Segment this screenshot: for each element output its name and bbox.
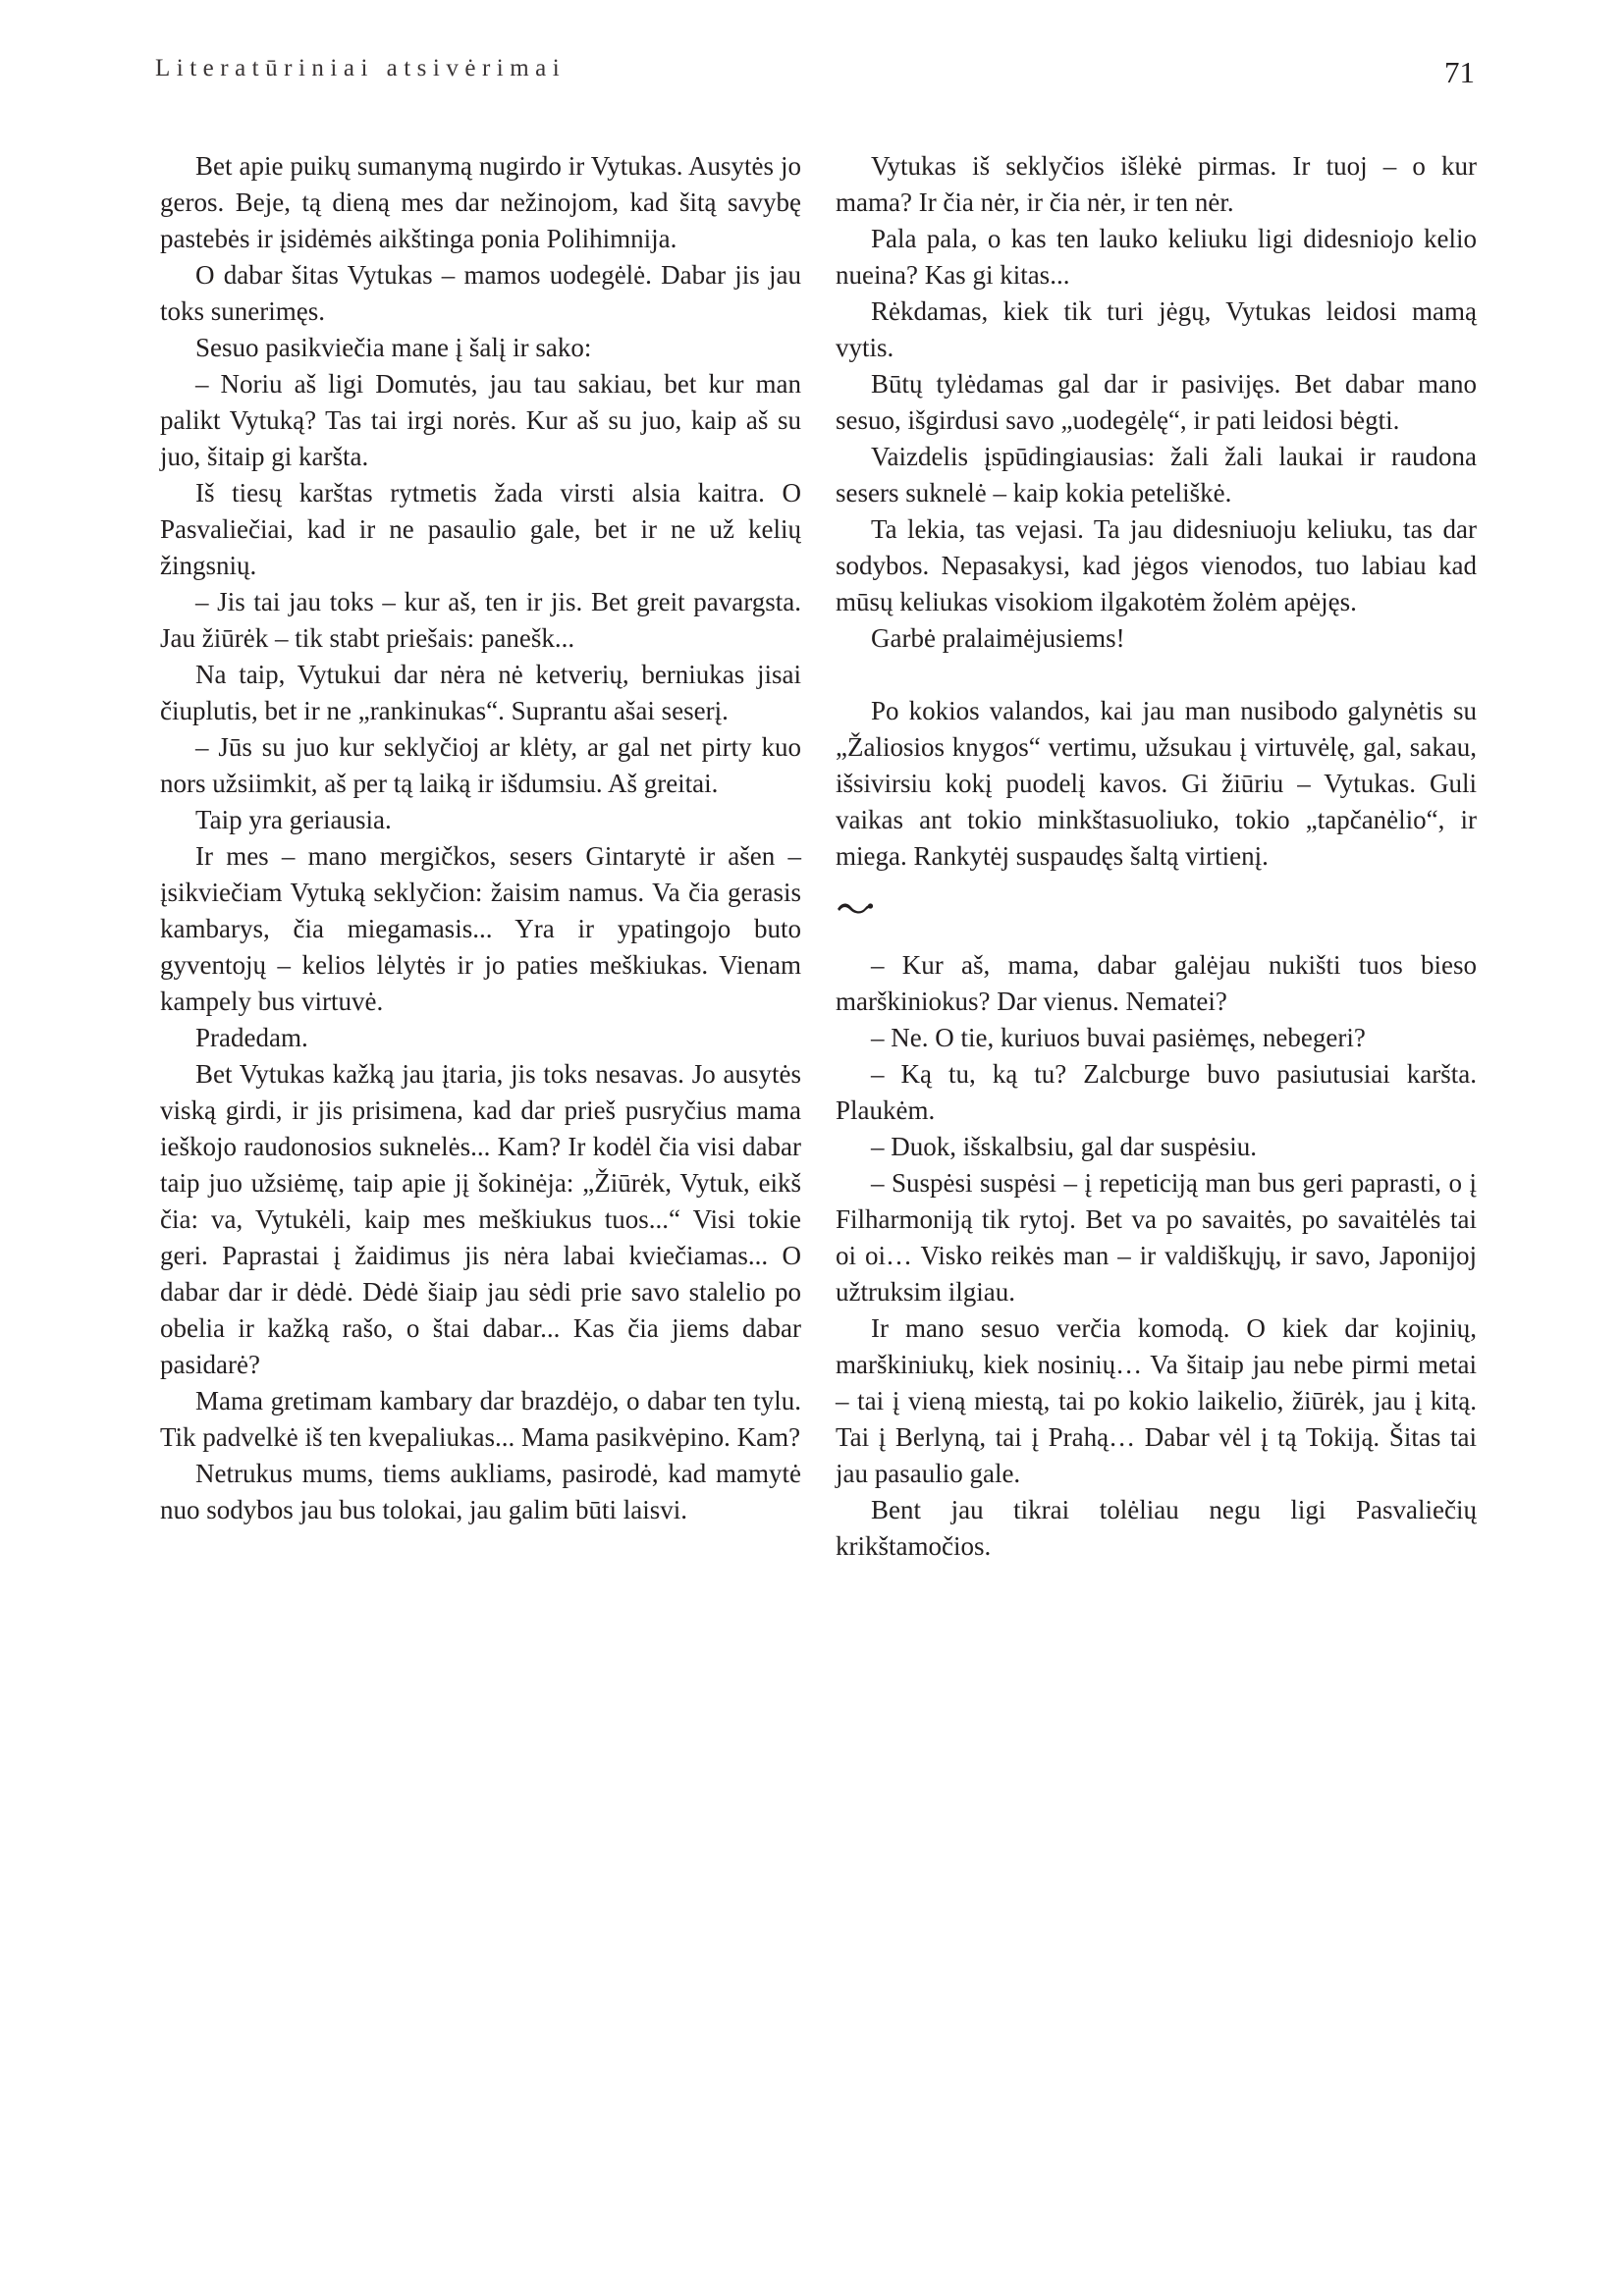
paragraph: Ir mes – mano mergičkos, sesers Gintarytė ir ašen – įsikviečiam Vytuką seklyčion: žaisim namus. Va čia gerasis kambarys, čia miegamasis... Yra ir ypatingojo buto gyventojų – kelios lėlytės ir jo paties meškiukas. Vienam kampely bus virtuvė.	[160, 841, 801, 1016]
paragraph: – Jis tai jau toks – kur aš, ten ir jis. Bet greit pavargsta. Jau žiūrėk – tik stabt priešais: panešk...	[160, 587, 801, 653]
section-break	[836, 875, 1477, 947]
paragraph: – Ką tu, ką tu? Zalcburge buvo pasiutusiai karšta. Plaukėm.	[836, 1059, 1477, 1125]
paragraph: – Duok, išskalbsiu, gal dar suspėsiu.	[871, 1132, 1257, 1161]
paragraph: O dabar šitas Vytukas – mamos uodegėlė. Dabar jis jau toks sunerimęs.	[160, 260, 801, 326]
paragraph: Vaizdelis įspūdingiausias: žali žali laukai ir raudona sesers suknelė – kaip kokia peteliškė.	[836, 442, 1477, 507]
paragraph: Vytukas iš seklyčios išlėkė pirmas. Ir tuoj – o kur mama? Ir čia nėr, ir čia nėr, ir ten nėr.	[836, 151, 1477, 217]
paragraph: Pradedam.	[195, 1023, 308, 1052]
paragraph: Bet apie puikų sumanymą nugirdo ir Vytukas. Ausytės jo geros. Beje, tą dieną mes dar nežinojom, kad šitą savybę pastebės ir įsidėmės aikštinga ponia Polihimnija.	[160, 151, 801, 253]
paragraph: Pala pala, o kas ten lauko keliuku ligi didesniojo kelio nueina? Kas gi kitas...	[836, 224, 1477, 290]
running-head: Literatūriniai atsivėrimai	[155, 55, 567, 81]
paragraph: Na taip, Vytukui dar nėra nė ketverių, berniukas jisai čiuplutis, bet ir ne „rankinukas“. Suprantu ašai seserį.	[160, 660, 801, 725]
paragraph: Rėkdamas, kiek tik turi jėgų, Vytukas leidosi mamą vytis.	[836, 296, 1477, 362]
paragraph: – Noriu aš ligi Domutės, jau tau sakiau, bet kur man palikt Vytuką? Tas tai irgi norės. Kur aš su juo, kaip aš su juo, šitaip gi karšta.	[160, 369, 801, 471]
paragraph: Bent jau tikrai tolėliau negu ligi Pasvaliečių krikštamočios.	[836, 1495, 1477, 1561]
paragraph: Mama gretimam kambary dar brazdėjo, o dabar ten tylu. Tik padvelkė iš ten kvepaliukas... Mama pasikvėpino. Kam?	[160, 1386, 801, 1452]
paragraph: Po kokios valandos, kai jau man nusibodo galynėtis su „Žaliosios knygos“ vertimu, užsukau į virtuvėlę, gal, sakau, išsivirsiu kokį puodelį kavos. Gi žiūriu – Vytukas. Guli vaikas ant tokio minkštasuoliuko, tokio „tapčanėlio“, ir miega. Rankytėj suspaudęs šaltą virtienį.	[836, 696, 1477, 871]
paragraph: – Jūs su juo kur seklyčioj ar klėty, ar gal net pirty kuo nors užsiimkit, aš per tą laiką ir išdumsiu. Aš greitai.	[160, 732, 801, 798]
paragraph: Sesuo pasikviečia mane į šalį ir sako:	[195, 333, 592, 362]
paragraph: Būtų tylėdamas gal dar ir pasivijęs. Bet dabar mano sesuo, išgirdusi savo „uodegėlę“, ir pati leidosi bėgti.	[836, 369, 1477, 435]
section-break-ornament-icon	[836, 898, 875, 918]
paragraph: Bet Vytukas kažką jau įtaria, jis toks nesavas. Jo ausytės viską girdi, ir jis prisimena, kad dar prieš pusryčius mama ieškojo raudonosios suknelės... Kam? Ir kodėl čia visi dabar taip juo užsiėmę, taip apie jį šokinėja: „Žiūrėk, Vytuk, eikš čia: va, Vytukėli, kaip mes meškiukus tuos...“ Visi tokie geri. Paprastai į žaidimus jis nėra labai kviečiamas... O dabar dar ir dėdė. Dėdė šiaip jau sėdi prie savo stalelio po obelia ir kažką rašo, o štai dabar... Kas čia jiems dabar pasidarė?	[160, 1059, 801, 1379]
right-column	[836, 148, 1477, 1565]
paragraph: Garbė pralaimėjusiems!	[871, 623, 1125, 653]
paragraph: Taip yra geriausia.	[195, 805, 392, 834]
page-number: 71	[1444, 55, 1475, 89]
paragraph: Ta lekia, tas vejasi. Ta jau didesniuoju keliuku, tas dar sodybos. Nepasakysi, kad jėgos vienodos, tuo labiau kad mūsų keliukas visokiom ilgakotėm žolėm apėjęs.	[836, 514, 1477, 616]
paragraph: Ir mano sesuo verčia komodą. O kiek dar kojinių, marškiniukų, kiek nosinių… Va šitaip jau nebe pirmi metai – tai į vieną miestą, tai po kokio laikelio, žiūrėk, jau į kitą. Tai į Berlyną, tai į Prahą… Dabar vėl į tą Tokiją. Šitas tai jau pasaulio gale.	[836, 1313, 1477, 1488]
paragraph: – Kur aš, mama, dabar galėjau nukišti tuos bieso marškiniokus? Dar vienus. Nematei?	[836, 950, 1477, 1016]
paragraph: Netrukus mums, tiems aukliams, pasirodė, kad mamytė nuo sodybos jau bus tolokai, jau galim būti laisvi.	[160, 1459, 801, 1524]
left-column	[160, 148, 801, 1528]
paragraph: – Ne. O tie, kuriuos buvai pasiėmęs, nebegeri?	[871, 1023, 1366, 1052]
paragraph: – Suspėsi suspėsi – į repeticiją man bus geri paprasti, o į Filharmoniją tik rytoj. Bet va po savaitės, po savaitėlės tai oi oi… Visko reikės man – ir valdiškųjų, ir savo, Japonijoj užtruksim ilgiau.	[836, 1168, 1477, 1307]
paragraph: Iš tiesų karštas rytmetis žada virsti alsia kaitra. O Pasvaliečiai, kad ir ne pasaulio gale, bet ir ne už kelių žingsnių.	[160, 478, 801, 580]
